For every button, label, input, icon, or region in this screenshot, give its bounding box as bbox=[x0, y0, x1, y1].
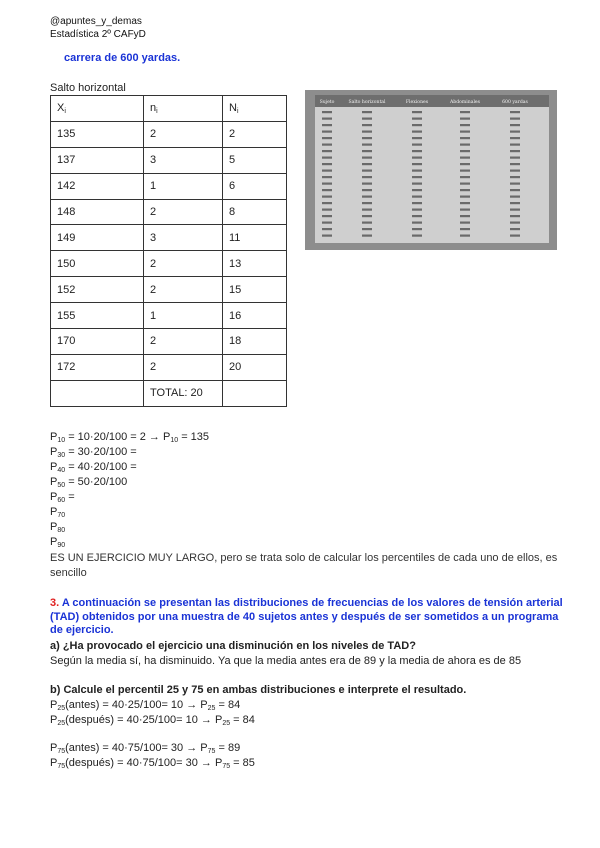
photo-cell-mark bbox=[362, 150, 372, 152]
table-row bbox=[51, 354, 287, 380]
photo-cell-mark bbox=[412, 170, 422, 172]
photo-cell-mark bbox=[460, 215, 470, 217]
photo-cell-mark bbox=[322, 157, 332, 159]
photo-cell-mark bbox=[460, 196, 470, 198]
percentile-line: $P_{30} = 30\cdot 20/100$ = bbox=[50, 446, 137, 459]
photo-cell-mark bbox=[460, 183, 470, 185]
photo-cell-mark bbox=[460, 150, 470, 152]
cell-Ni: 15 bbox=[223, 277, 287, 303]
p75-antes: $P_{75}(antes) = 40\cdot 75/100= 30 \to P_{75} = 89$ bbox=[50, 742, 241, 755]
cell-xi: 135 bbox=[51, 121, 144, 147]
table-row bbox=[51, 303, 287, 329]
cell-xi: 172 bbox=[51, 354, 144, 380]
photo-cell-mark bbox=[510, 131, 520, 133]
cell-ni: 2 bbox=[144, 277, 223, 303]
table-row bbox=[51, 147, 287, 173]
photo-cell-mark bbox=[322, 228, 332, 230]
table-row bbox=[51, 251, 287, 277]
photo-cell-mark bbox=[412, 209, 422, 211]
photo-cell-mark bbox=[510, 196, 520, 198]
photo-cell-mark bbox=[322, 202, 332, 204]
photo-cell-mark bbox=[322, 209, 332, 211]
photo-cell-mark bbox=[322, 176, 332, 178]
table-header-row bbox=[51, 96, 287, 122]
photo-cell-mark bbox=[362, 157, 372, 159]
table-row bbox=[51, 173, 287, 199]
photo-cell-mark bbox=[322, 144, 332, 146]
percentile-line: $P_{40} = 40\cdot 20/100$ = bbox=[50, 461, 137, 474]
photo-header-label: Flexiones bbox=[405, 100, 429, 105]
photo-cell-mark bbox=[460, 137, 470, 139]
photo-cell-mark bbox=[362, 215, 372, 217]
percentile-lines bbox=[50, 430, 570, 550]
cell-Ni: 13 bbox=[223, 251, 287, 277]
photo-cell-mark bbox=[460, 176, 470, 178]
photo-cell-mark bbox=[412, 228, 422, 230]
photo-cell-mark bbox=[362, 176, 372, 178]
table-total-row bbox=[51, 380, 287, 406]
cell-Ni: 20 bbox=[223, 354, 287, 380]
photo-cell-mark bbox=[362, 228, 372, 230]
cell-ni: 1 bbox=[144, 173, 223, 199]
photo-cell-mark bbox=[460, 209, 470, 211]
photo-cell-mark bbox=[460, 131, 470, 133]
photo-cell-mark bbox=[510, 209, 520, 211]
photo-cell-mark bbox=[322, 222, 332, 224]
cell-Ni: 2 bbox=[223, 121, 287, 147]
percentile-line: $P_{50} = 50\cdot 20/100$ bbox=[50, 476, 128, 489]
cell-ni: 3 bbox=[144, 147, 223, 173]
author-handle: @apuntes_y_demas bbox=[50, 16, 142, 27]
photo-header-label: Salto horizontal bbox=[348, 100, 386, 105]
cell-xi: 150 bbox=[51, 251, 144, 277]
photo-cell-mark bbox=[460, 235, 470, 237]
photo-cell-mark bbox=[412, 150, 422, 152]
photo-cell-mark bbox=[460, 228, 470, 230]
percentile-line: $P_{10} = 10\cdot 20/100 = 2 \to P_{10} = 135$ bbox=[50, 431, 210, 444]
photo-cell-mark bbox=[510, 228, 520, 230]
table-row bbox=[51, 225, 287, 251]
photo-cell-mark bbox=[412, 118, 422, 120]
table-caption: Salto horizontal bbox=[50, 82, 126, 94]
photo-cell-mark bbox=[322, 111, 332, 113]
photo-cell-mark bbox=[322, 170, 332, 172]
photo-cell-mark bbox=[412, 163, 422, 165]
photo-cell-mark bbox=[412, 222, 422, 224]
cell-ni: 2 bbox=[144, 329, 223, 355]
photo-cell-mark bbox=[412, 176, 422, 178]
photo-cell-mark bbox=[412, 183, 422, 185]
photo-cell-mark bbox=[510, 157, 520, 159]
photo-cell-mark bbox=[510, 202, 520, 204]
photo-cell-mark bbox=[510, 150, 520, 152]
photo-header-label: Abdominales bbox=[449, 100, 481, 105]
photo-cell-mark bbox=[412, 157, 422, 159]
course-title: Estadística 2º CAFyD bbox=[50, 29, 146, 40]
photo-cell-mark bbox=[322, 118, 332, 120]
cell-ni: 2 bbox=[144, 354, 223, 380]
answer-a: Según la media sí, ha disminuido. Ya que la media antes era de 89 y la media de ahora es de 85 bbox=[50, 655, 522, 667]
total-empty-cell bbox=[223, 380, 287, 406]
photo-cell-mark bbox=[362, 163, 372, 165]
photo-cell-mark bbox=[412, 202, 422, 204]
photo-cell-mark bbox=[412, 196, 422, 198]
photo-cell-mark bbox=[412, 111, 422, 113]
p25-despues: $P_{25}(después) = 40\cdot 25/100= 10 \to P_{25} = 84$ bbox=[50, 713, 255, 727]
cell-xi: 152 bbox=[51, 277, 144, 303]
photo-cell-mark bbox=[362, 196, 372, 198]
photo-cell-mark bbox=[362, 222, 372, 224]
cell-Ni: 8 bbox=[223, 199, 287, 225]
photo-cell-mark bbox=[362, 124, 372, 126]
photo-cell-mark bbox=[412, 131, 422, 133]
cell-Ni: 5 bbox=[223, 147, 287, 173]
photo-cell-mark bbox=[362, 131, 372, 133]
photo-cell-mark bbox=[510, 189, 520, 191]
percentile-line: $P_{90}$ bbox=[50, 536, 66, 549]
cell-Ni: 11 bbox=[223, 225, 287, 251]
table-row bbox=[51, 199, 287, 225]
photo-cell-mark bbox=[362, 144, 372, 146]
cell-Ni: 6 bbox=[223, 173, 287, 199]
photo-cell-mark bbox=[510, 183, 520, 185]
cell-ni: 2 bbox=[144, 199, 223, 225]
cell-xi: 142 bbox=[51, 173, 144, 199]
header-ni: $n_i$ bbox=[144, 96, 223, 122]
photo-image bbox=[305, 90, 557, 250]
exercise-3 bbox=[50, 597, 570, 770]
frequency-table bbox=[50, 95, 287, 407]
photo-cell-mark bbox=[460, 144, 470, 146]
photo-cell-mark bbox=[362, 137, 372, 139]
cell-ni: 2 bbox=[144, 251, 223, 277]
photo-cell-mark bbox=[460, 189, 470, 191]
cell-xi: 155 bbox=[51, 303, 144, 329]
photo-cell-mark bbox=[510, 176, 520, 178]
p25-antes: $P_{25}(antes) = 40\cdot 25/100= 10 \to P_{25} = 84$ bbox=[50, 699, 241, 712]
photo-cell-mark bbox=[362, 202, 372, 204]
photo-cell-mark bbox=[510, 163, 520, 165]
photo-header-label: 600 yardas bbox=[502, 100, 528, 105]
cell-xi: 170 bbox=[51, 329, 144, 355]
photo-cell-mark bbox=[412, 215, 422, 217]
page-header bbox=[50, 15, 146, 41]
cell-xi: 137 bbox=[51, 147, 144, 173]
photo-cell-mark bbox=[460, 163, 470, 165]
photo-cell-mark bbox=[460, 157, 470, 159]
cell-xi: 149 bbox=[51, 225, 144, 251]
photo-of-data-table bbox=[305, 90, 557, 250]
photo-cell-mark bbox=[460, 222, 470, 224]
photo-cell-mark bbox=[510, 124, 520, 126]
photo-cell-mark bbox=[322, 215, 332, 217]
photo-cell-mark bbox=[460, 124, 470, 126]
percentile-line: $P_{60}$ = bbox=[50, 491, 75, 504]
p75-despues: $P_{75}(después) = 40\cdot 75/100= 30 \to P_{75} = 85$ bbox=[50, 756, 255, 770]
photo-cell-mark bbox=[322, 137, 332, 139]
photo-cell-mark bbox=[460, 170, 470, 172]
photo-cell-mark bbox=[362, 170, 372, 172]
photo-cell-mark bbox=[510, 137, 520, 139]
cell-ni: 3 bbox=[144, 225, 223, 251]
cell-Ni: 16 bbox=[223, 303, 287, 329]
photo-cell-mark bbox=[322, 150, 332, 152]
photo-cell-mark bbox=[362, 111, 372, 113]
photo-cell-mark bbox=[322, 131, 332, 133]
photo-cell-mark bbox=[362, 209, 372, 211]
total-cell: TOTAL: 20 bbox=[144, 380, 223, 406]
photo-cell-mark bbox=[362, 235, 372, 237]
photo-cell-mark bbox=[322, 235, 332, 237]
note-text: ES UN EJERCICIO MUY LARGO, pero se trata solo de calcular los percentiles de cada uno de ellos, es sencillo bbox=[50, 552, 558, 579]
percentiles-block bbox=[50, 430, 570, 581]
table-row bbox=[51, 329, 287, 355]
photo-cell-mark bbox=[362, 189, 372, 191]
photo-cell-mark bbox=[510, 170, 520, 172]
cell-Ni: 18 bbox=[223, 329, 287, 355]
photo-cell-mark bbox=[322, 124, 332, 126]
exercise-number: 3. bbox=[50, 597, 60, 609]
photo-cell-mark bbox=[412, 235, 422, 237]
statement-text: A continuación se presentan las distribuciones de frecuencias de los valores de tensión arterial (TAD) obtenidos por una muestra de 40 sujetos antes y después de ser sometidos a un programa de ejercicio. bbox=[50, 597, 563, 636]
table-row bbox=[51, 277, 287, 303]
photo-cell-mark bbox=[510, 222, 520, 224]
photo-cell-mark bbox=[510, 111, 520, 113]
header-Ni: $N_i$ bbox=[223, 96, 287, 122]
photo-cell-mark bbox=[412, 144, 422, 146]
percentile-line: $P_{80}$ bbox=[50, 521, 66, 534]
photo-cell-mark bbox=[510, 118, 520, 120]
total-empty-cell bbox=[51, 380, 144, 406]
photo-cell-mark bbox=[362, 183, 372, 185]
exercise-3-statement bbox=[50, 597, 570, 638]
question-b: b) Calcule el percentil 25 y 75 en ambas distribuciones e interprete el resultado. bbox=[50, 683, 467, 696]
cell-ni: 1 bbox=[144, 303, 223, 329]
photo-cell-mark bbox=[322, 163, 332, 165]
photo-cell-mark bbox=[510, 215, 520, 217]
photo-cell-mark bbox=[460, 118, 470, 120]
header-xi: $X_i$ bbox=[51, 96, 144, 122]
photo-cell-mark bbox=[322, 189, 332, 191]
cell-ni: 2 bbox=[144, 121, 223, 147]
table-row bbox=[51, 121, 287, 147]
percentile-line: $P_{70}$ bbox=[50, 506, 66, 519]
photo-cell-mark bbox=[510, 144, 520, 146]
photo-header-label: Sujeto bbox=[319, 100, 335, 105]
photo-cell-mark bbox=[322, 196, 332, 198]
photo-cell-mark bbox=[460, 111, 470, 113]
photo-cell-mark bbox=[412, 124, 422, 126]
photo-cell-mark bbox=[322, 183, 332, 185]
photo-cell-mark bbox=[510, 235, 520, 237]
question-a: a) ¿Ha provocado el ejercicio una disminución en los niveles de TAD? bbox=[50, 639, 416, 652]
photo-cell-mark bbox=[412, 137, 422, 139]
cell-xi: 148 bbox=[51, 199, 144, 225]
photo-cell-mark bbox=[460, 202, 470, 204]
photo-cell-mark bbox=[362, 118, 372, 120]
table-body bbox=[51, 121, 287, 380]
photo-cell-mark bbox=[412, 189, 422, 191]
intro-text: carrera de 600 yardas. bbox=[64, 52, 181, 64]
